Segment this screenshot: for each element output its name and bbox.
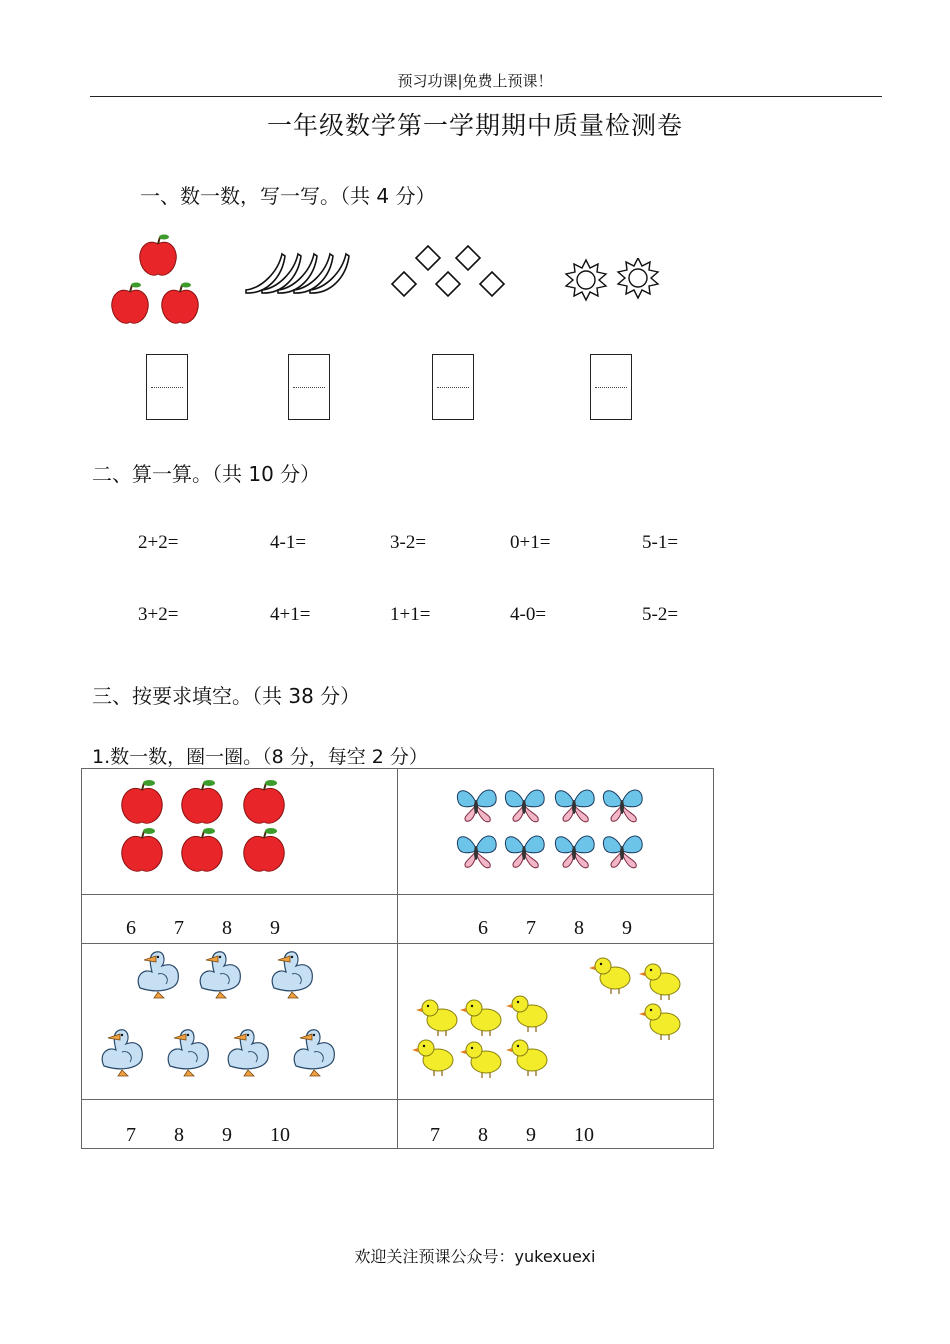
section3-sub1: 1.数一数，圈一圈。（8 分，每空 2 分） <box>92 746 428 768</box>
chicks-cell <box>398 944 714 1100</box>
equation: 5-2= <box>642 604 679 625</box>
ducks-cluster <box>82 944 397 1095</box>
bananas-picture <box>242 248 350 296</box>
header-divider <box>90 96 882 97</box>
apple-icon <box>182 780 222 823</box>
option-number[interactable]: 7 <box>430 1124 440 1146</box>
duck-icon <box>294 1030 334 1076</box>
duck-icon <box>138 952 178 998</box>
option-number[interactable]: 7 <box>526 917 536 939</box>
header-note: 预习功课|免费上预课！ <box>397 72 553 90</box>
butterflies-options <box>398 895 714 944</box>
footer-note: 欢迎关注预课公众号：yukexuexi <box>354 1247 596 1266</box>
option-number[interactable]: 9 <box>270 917 280 939</box>
section3-heading: 三、按要求填空。（共 38 分） <box>92 684 361 708</box>
apple-icon <box>112 283 149 324</box>
butterfly-icon <box>555 836 594 868</box>
apples-picture <box>106 234 206 330</box>
chick-icon <box>506 1040 547 1076</box>
option-number[interactable]: 9 <box>622 917 632 939</box>
apple-icon <box>122 780 162 823</box>
butterfly-icon <box>603 836 642 868</box>
duck-icon <box>168 1030 208 1076</box>
option-number[interactable]: 10 <box>574 1124 594 1146</box>
option-number[interactable]: 8 <box>574 917 584 939</box>
option-number[interactable]: 8 <box>174 1124 184 1146</box>
chick-icon <box>589 958 630 994</box>
chick-icon <box>639 1004 680 1040</box>
duck-icon <box>200 952 240 998</box>
butterflies-cluster <box>398 769 713 890</box>
answer-box[interactable] <box>590 354 632 420</box>
apples-options <box>82 895 398 944</box>
apples-cluster <box>82 769 397 890</box>
equation: 2+2= <box>138 532 179 553</box>
butterfly-icon <box>555 790 594 822</box>
butterfly-icon <box>457 836 496 868</box>
equation: 0+1= <box>510 532 551 553</box>
butterfly-icon <box>505 790 544 822</box>
suns-picture <box>560 258 666 302</box>
chick-icon <box>460 1042 501 1078</box>
butterfly-icon <box>505 836 544 868</box>
option-number[interactable]: 8 <box>222 917 232 939</box>
option-number[interactable]: 9 <box>526 1124 536 1146</box>
apple-icon <box>182 828 222 871</box>
option-number[interactable]: 7 <box>126 1124 136 1146</box>
duck-icon <box>272 952 312 998</box>
answer-box[interactable] <box>146 354 188 420</box>
chick-icon <box>639 964 680 1000</box>
butterfly-icon <box>457 790 496 822</box>
section2-heading: 二、算一算。（共 10 分） <box>92 462 321 486</box>
apples-cell <box>82 769 398 895</box>
chick-icon <box>412 1040 453 1076</box>
apple-icon <box>244 828 284 871</box>
answer-box[interactable] <box>432 354 474 420</box>
equation: 4+1= <box>270 604 311 625</box>
option-number[interactable]: 8 <box>478 1124 488 1146</box>
butterflies-cell <box>398 769 714 895</box>
equation: 5-1= <box>642 532 679 553</box>
apple-icon <box>140 235 177 276</box>
option-number[interactable]: 7 <box>174 917 184 939</box>
answer-box[interactable] <box>288 354 330 420</box>
equation: 3-2= <box>390 532 427 553</box>
option-number[interactable]: 10 <box>270 1124 290 1146</box>
chick-icon <box>460 1000 501 1036</box>
apple-icon <box>162 283 199 324</box>
duck-icon <box>228 1030 268 1076</box>
option-number[interactable]: 6 <box>126 917 136 939</box>
equation: 4-0= <box>510 604 547 625</box>
diamonds-picture <box>388 242 512 302</box>
apple-icon <box>244 780 284 823</box>
chicks-options <box>398 1100 714 1149</box>
option-number[interactable]: 6 <box>478 917 488 939</box>
apple-icon <box>122 828 162 871</box>
duck-icon <box>102 1030 142 1076</box>
section1-heading: 一、数一数，写一写。（共 4 分） <box>140 184 436 208</box>
ducks-cell <box>82 944 398 1100</box>
butterfly-icon <box>603 790 642 822</box>
counting-table <box>81 768 714 1149</box>
chick-icon <box>416 1000 457 1036</box>
equation: 3+2= <box>138 604 179 625</box>
option-number[interactable]: 9 <box>222 1124 232 1146</box>
chicks-cluster <box>398 944 713 1095</box>
equation: 4-1= <box>270 532 307 553</box>
chick-icon <box>506 996 547 1032</box>
page-title: 一年级数学第一学期期中质量检测卷 <box>266 111 683 140</box>
ducks-options <box>82 1100 398 1149</box>
equation: 1+1= <box>390 604 431 625</box>
